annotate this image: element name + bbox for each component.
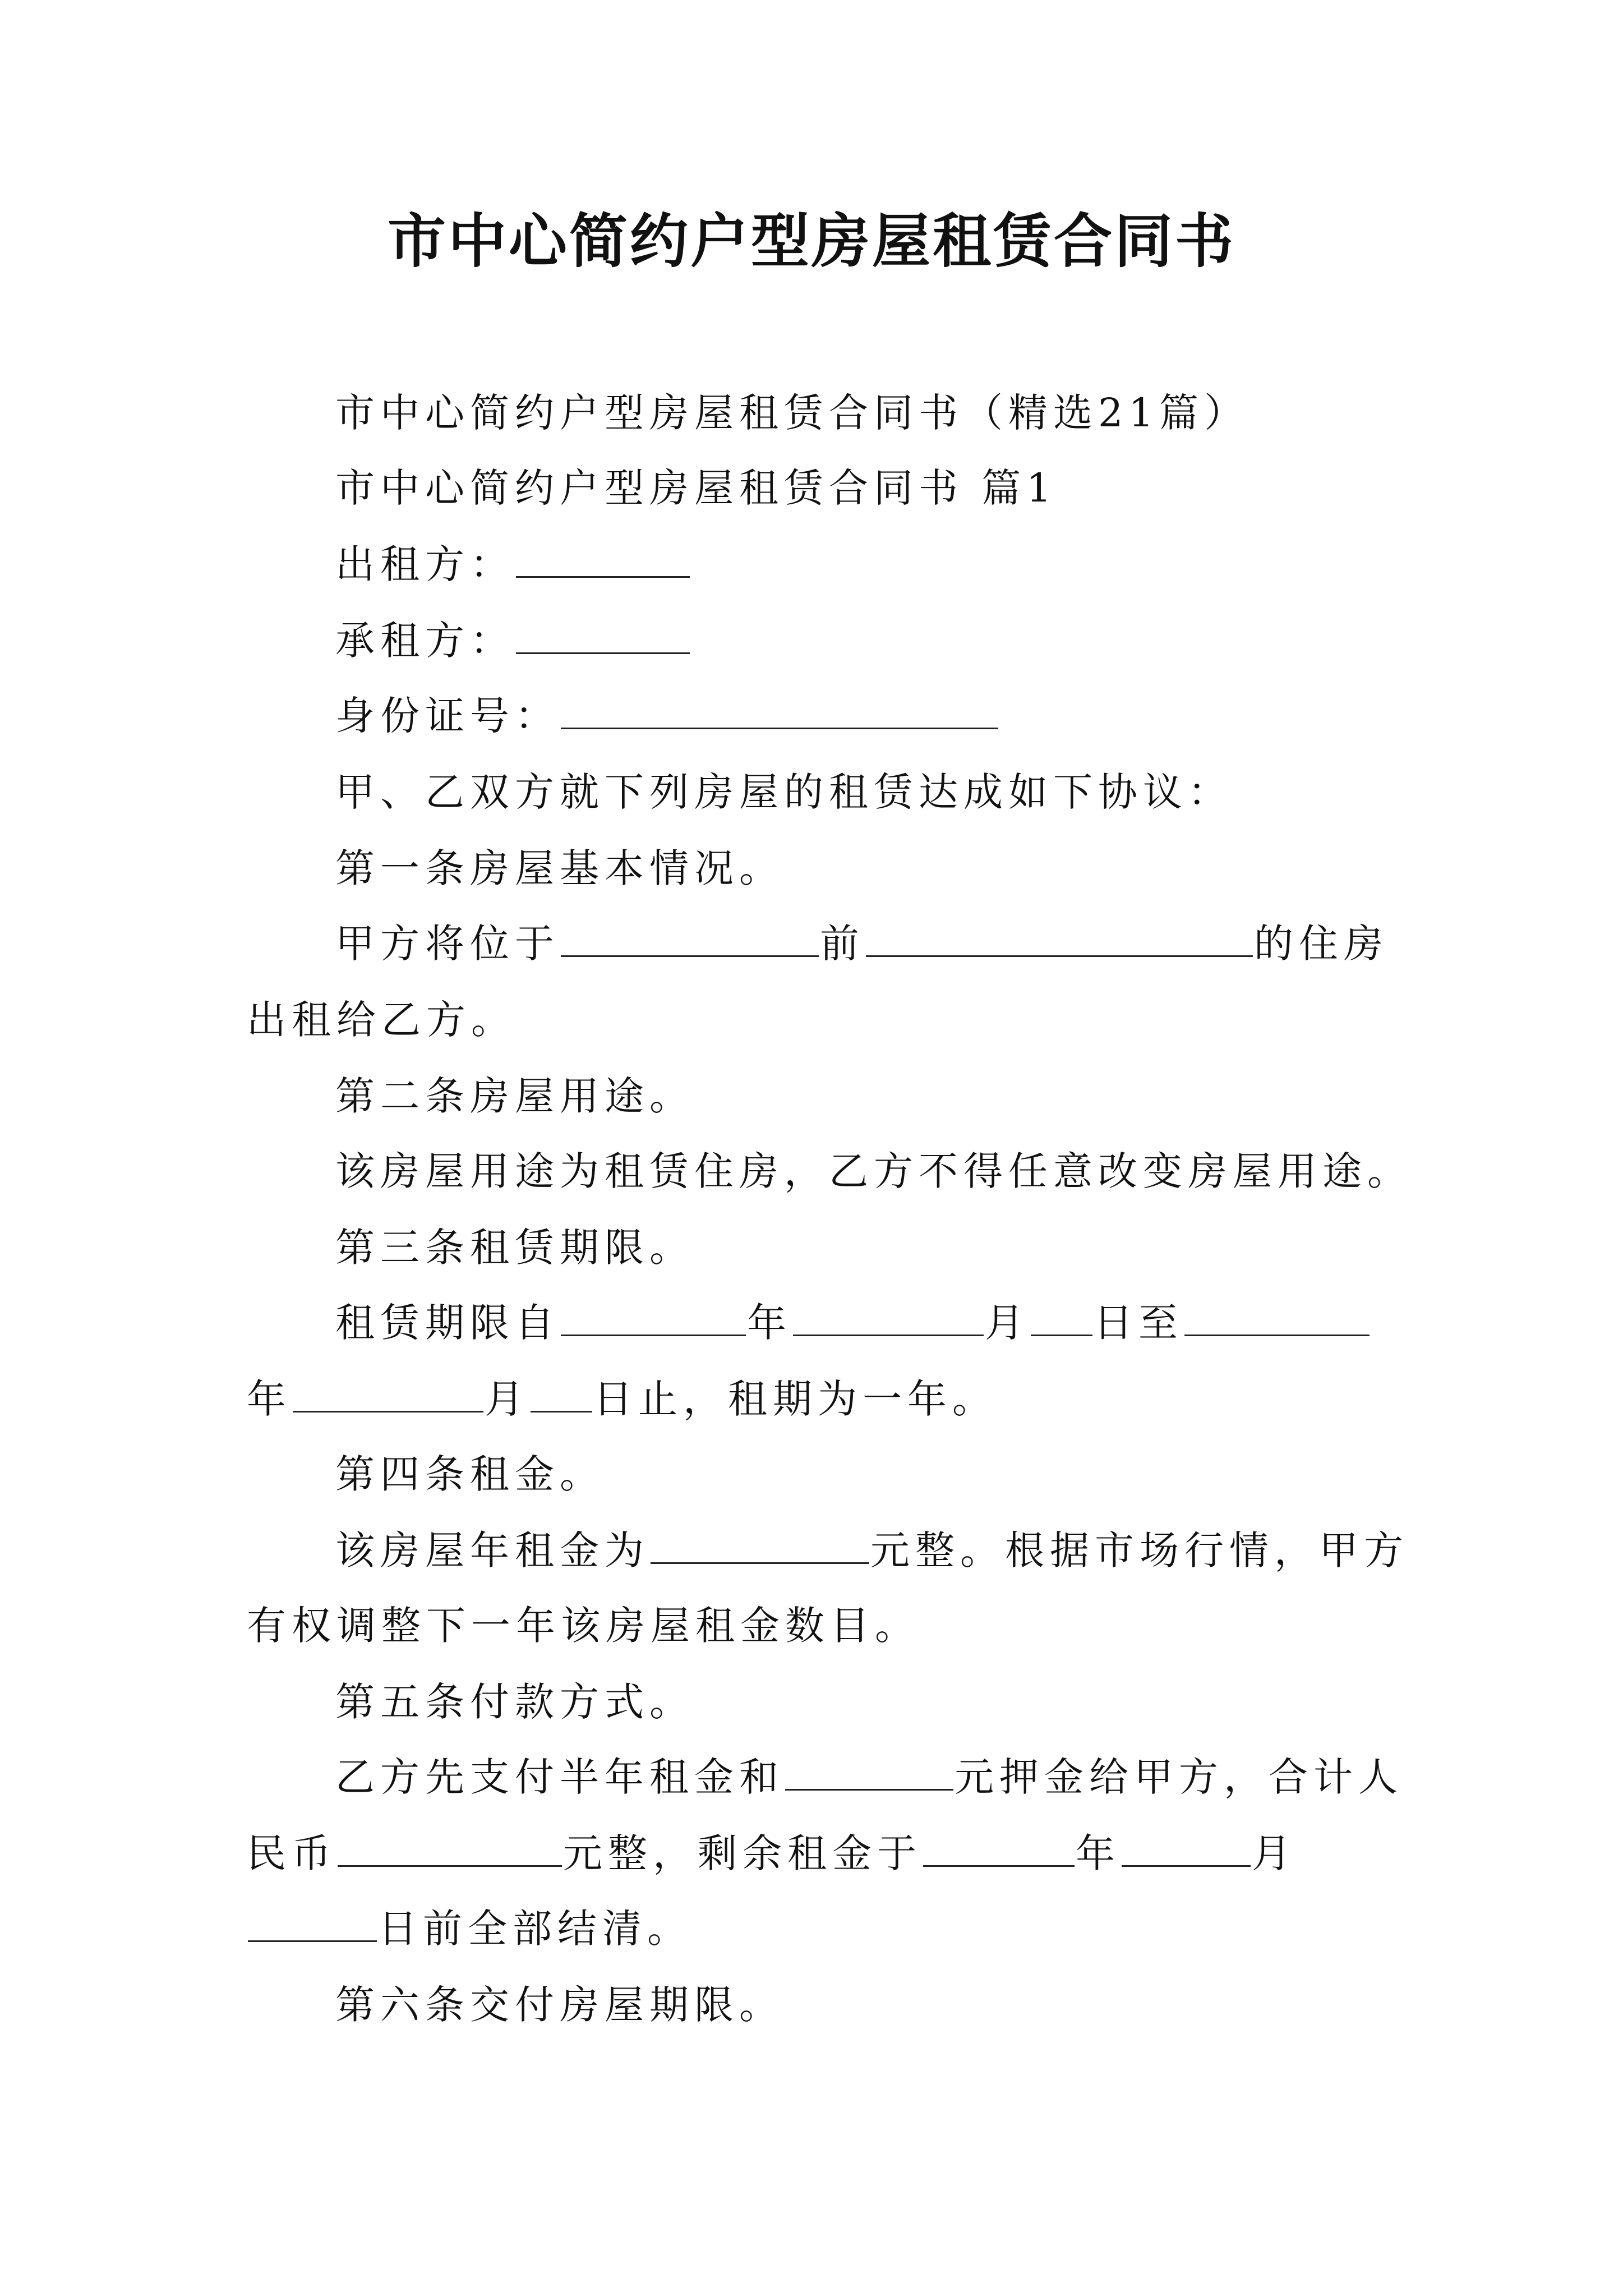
article-5-heading (335, 1675, 694, 1729)
start-year-blank (561, 1299, 746, 1336)
start-month-blank (793, 1299, 984, 1336)
article-2-body-text: 该房屋用途为租赁住房，乙方不得任意改变房屋用途。 (335, 1148, 1412, 1194)
lessee-line (335, 614, 691, 668)
deposit-blank (785, 1753, 953, 1791)
payment-text-month: 月 (1252, 1830, 1297, 1876)
term-text-end: 日止，租期为一年。 (593, 1376, 997, 1422)
article-3-heading-text: 第三条租赁期限。 (335, 1225, 694, 1271)
rent-text-a: 该房屋年租金为 (335, 1527, 649, 1573)
payment-text-b: 元押金给甲方，合计人 (955, 1754, 1403, 1800)
article-1-text-a: 甲方将位于 (335, 921, 560, 967)
lessor-label: 出租方： (335, 541, 515, 587)
start-day-blank (1031, 1299, 1092, 1336)
lessor-blank (516, 540, 690, 578)
id-number-line (335, 689, 999, 743)
article-1-text-b: 前 (820, 921, 865, 967)
article-4-heading-text: 第四条租金。 (335, 1451, 605, 1497)
article-5-body-line-1 (335, 1750, 1403, 1804)
term-text-year: 年 (747, 1300, 792, 1346)
article-3-body-line-1 (335, 1296, 1371, 1350)
rent-text-c: 有权调整下一年该房屋租金数目。 (247, 1603, 920, 1649)
settle-day-blank (248, 1904, 377, 1942)
payment-text-year: 年 (1076, 1830, 1121, 1876)
payment-text-c: 民币 (247, 1830, 336, 1876)
end-day-blank (531, 1375, 592, 1412)
end-year-blank (1184, 1299, 1370, 1336)
location-blank-2 (866, 919, 1253, 957)
article-2-body (335, 1144, 1412, 1198)
article-4-body-line-1 (335, 1524, 1409, 1577)
article-6-heading-text: 第六条交付房屋期限。 (335, 1982, 784, 2028)
article-3-heading (335, 1221, 694, 1274)
agreement-intro-line (335, 765, 1233, 819)
settle-year-blank (923, 1829, 1075, 1867)
payment-text-e: 日前全部结清。 (378, 1906, 692, 1952)
term-text-day-to: 日至 (1094, 1300, 1183, 1346)
article-4-body-line-2 (247, 1599, 920, 1653)
term-text-month: 月 (985, 1300, 1030, 1346)
agreement-intro-text: 甲、乙双方就下列房屋的租赁达成如下协议： (335, 769, 1233, 815)
article-2-heading-text: 第二条房屋用途。 (335, 1073, 694, 1119)
article-4-heading (335, 1447, 605, 1501)
section-heading-line (335, 461, 1057, 515)
article-1-body-line-1 (335, 917, 1389, 970)
section-heading-text: 市中心简约户型房屋租赁合同书 篇1 (335, 465, 1057, 511)
term-text-end-year: 年 (247, 1376, 292, 1422)
settle-month-blank (1122, 1829, 1251, 1867)
article-1-text-d: 出租给乙方。 (247, 997, 516, 1043)
payment-text-a: 乙方先支付半年租金和 (335, 1754, 784, 1800)
article-1-text-c: 的住房 (1254, 921, 1389, 967)
annual-rent-blank (651, 1526, 869, 1564)
lessee-label: 承租方： (335, 618, 515, 664)
id-number-blank (561, 692, 998, 729)
article-5-body-line-3 (247, 1902, 692, 1955)
location-blank-1 (561, 919, 819, 957)
lessee-blank (516, 616, 690, 654)
subtitle-line (335, 386, 1249, 440)
rent-text-b: 元整。根据市场行情，甲方 (870, 1527, 1409, 1573)
total-amount-blank (338, 1829, 562, 1867)
article-1-heading (335, 841, 784, 895)
term-text-end-month: 月 (485, 1376, 529, 1422)
end-month-blank (293, 1375, 483, 1412)
term-text-a: 租赁期限自 (335, 1300, 560, 1346)
document-title: 市中心简约户型房屋租赁合同书 (387, 206, 1235, 275)
article-1-heading-text: 第一条房屋基本情况。 (335, 845, 784, 891)
article-6-heading (335, 1978, 784, 2032)
id-number-label: 身份证号： (335, 693, 560, 739)
article-1-body-line-2 (247, 993, 516, 1047)
article-3-body-line-2 (247, 1372, 997, 1426)
payment-text-d: 元整，剩余租金于 (563, 1830, 922, 1876)
article-5-heading-text: 第五条付款方式。 (335, 1679, 694, 1725)
lessor-line (335, 537, 691, 591)
subtitle-text: 市中心简约户型房屋租赁合同书（精选21篇） (335, 390, 1249, 436)
article-5-body-line-2 (247, 1826, 1297, 1880)
article-2-heading (335, 1069, 694, 1123)
